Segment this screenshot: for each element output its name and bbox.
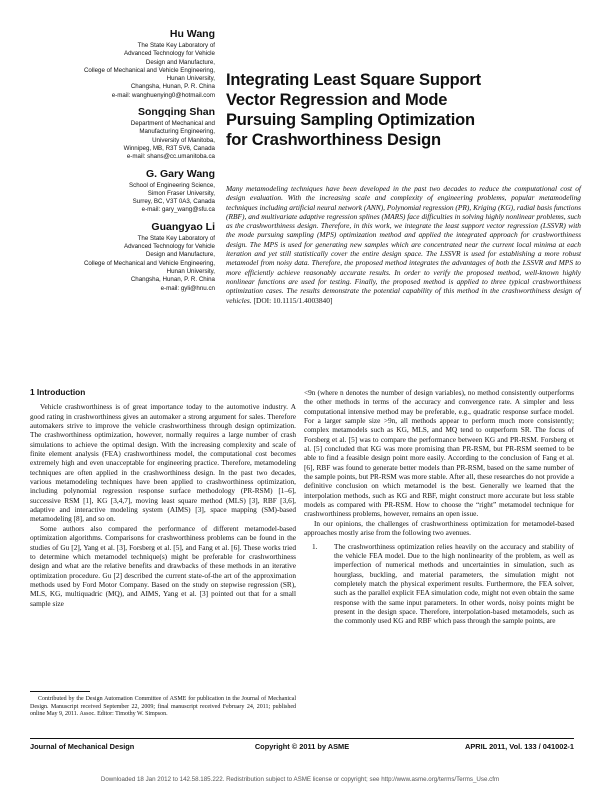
author-block — [30, 28, 215, 299]
author-name: Songqing Shan — [138, 106, 215, 119]
list-text: The crashworthiness optimization relies heavily on the accuracy and stability of the vehicle FEA model. Due to the high nonlinearity of the problem, as well as imperfection of numerical methods and uncertainties in simulation, such as hourglass, buckling, and material parameters, the simulation might not completely match the physical experiment results. Furthermore, the FEA solver, such as the parallel explicit FEA simulation code, might not even obtain the same response with the same input parameters. In other words, noisy points might be present in the design space. Therefore, interpolation-based metamodels, such as the commonly used KG and RBF which pass through the sample points, are — [334, 541, 574, 626]
list-number: 1. — [312, 541, 318, 551]
author-affiliation-line: College of Mechanical and Vehicle Engineering, — [83, 259, 215, 267]
author-affiliation-line: Manufacturing Engineering, — [139, 128, 215, 136]
author-email: e-mail: gyli@hnu.cn — [160, 284, 215, 292]
author-name: G. Gary Wang — [145, 167, 215, 180]
author-affiliation-line: Department of Mechanical and — [130, 120, 215, 128]
author-affiliation-line: Design and Manufacture, — [145, 251, 215, 259]
copyright: Copyright © 2011 by ASME — [254, 742, 350, 751]
footnote-divider — [30, 691, 90, 692]
author-affiliation-line: Winnipeg, MB, R3T 5V6, Canada — [123, 144, 215, 152]
abstract — [226, 184, 581, 305]
author-name: Hu Wang — [169, 28, 215, 40]
author — [30, 221, 215, 293]
section-heading: 1 Introduction — [30, 387, 86, 397]
author-name: Guangyao Li — [151, 220, 215, 233]
author-affiliation-line: The State Key Laboratory of — [137, 42, 215, 49]
footer-divider — [30, 738, 574, 739]
author-affiliation-line: College of Mechanical and Vehicle Engineering, — [83, 66, 215, 74]
list-item — [304, 542, 574, 626]
author-affiliation-line: Changsha, Hunan, P. R. China — [130, 276, 215, 284]
author-affiliation-line: Simon Fraser University, — [147, 189, 215, 197]
author-affiliation-line: Design and Manufacture, — [145, 58, 215, 66]
author-affiliation-line: Advanced Technology for Vehicle — [123, 50, 215, 58]
paper-title — [226, 70, 586, 150]
right-column — [304, 388, 574, 626]
author-affiliation-line: University of Manitoba, — [152, 136, 215, 144]
download-note: Downloaded 18 Jan 2012 to 142.58.185.222. Redistribution subject to ASME license or copyright; see http://www.asme.org/terms/Terms_Use.cfm — [100, 776, 500, 783]
author-affiliation-line: Hunan University, — [166, 267, 215, 275]
doi: [DOI: 10.1115/1.4003840] — [253, 295, 333, 305]
paragraph: Some authors also compared the performance of different metamodel-based optimization algorithms. Comparisons for crashworthiness problems can be found in the studies of Gu [2], Yang et al. [3], Forsberg et al. [5], and Fang et al. [6]. These works tried to determine which metamodel technique(s) might be preferable for crashworthiness design and what are the relative benefits and drawbacks of these methods in an iterative optimization procedure. Gu [2] described the current state-of-the art of the approximation methods used by Ford Motor Company. Based on the study on stepwise regression (SR), MLS, KG, multiquadric (MQ), and AIMS, Yang et al. [3] pointed out that for a small sample size — [30, 523, 296, 608]
title-line: Pursuing Sampling Optimization — [226, 111, 475, 129]
author-affiliation-line: School of Engineering Science, — [129, 181, 215, 189]
paragraph: <9n (where n denotes the number of design variables), no method consistently outperforms the other methods in terms of the accuracy and convergence rate. A simpler and less computational intensive method may be preferable, e.g., quadratic response surface model. For a larger sample size >9n, all methods appear to perform much more consistently; complex metamodels such as KG, MLS, and MQ tend to outperform SR. The focus of Forsberg et al. [5] was to compare the performance between KG and PR-RSM. Forsberg et al. [5] concluded that KG was more promising than PR-RSM, but PR-RSM seemed to be able to find a feasible design point more easily. According to the conclusion of Fang et al. [6], RBF was found to generate better models than PR-RSM, based on the same number of the sample points, but PR-RSM was more stable. After all, these researches do not provide a definitive conclusion on which metamodel is the best. Generally we learned that the interpolation methods, such as KG and RBF, might construct more accurate but less stable models as compared with PR-RSM. How to choose the “right” metamodel technique for crashworthiness problems, however, remains an open issue. — [304, 388, 574, 519]
author-email: e-mail: shans@cc.umanitoba.ca — [126, 153, 215, 161]
title-line: Vector Regression and Mode — [226, 91, 448, 109]
abstract-text: Many metamodeling techniques have been developed in the past two decades to reduce the computational cost of design evaluation. With the increasing scale and complexity of engineering problems, popular metamodeling techniques including artificial neural network (ANN), Polynomial regression (PR), Kriging (KG), radial basis functions (RBF), and multivariate adaptive regression splines (MARS) face difficulties in solving highly nonlinear problems, such as the crashworthiness design. Therefore, in this work, we integrate the least support vector regression (LSSVR) with the mode pursuing sampling (MPS) optimization method and applied the integrated approach for crashworthiness design. The MPS is used for generating new samples which are concentrated near the current local minima at each iteration and yet still statistically cover the entire design space. The LSSVR is used for establishing a more robust metamodel from noisy data. Therefore, the proposed method integrates the advantages of both the LSSVR and MPS to more efficiently achieve reasonably accurate results. In order to verify the proposed method, well-known highly nonlinear functions are used for testing. Finally, the proposed method is applied to three typical crashworthiness optimization cases. The results demonstrate the potential capability of this method in the crashworthiness design of vehicles. — [226, 184, 581, 305]
title-line: for Crashworthiness Design — [226, 131, 441, 149]
paragraph: Vehicle crashworthiness is of great importance today to the automotive industry. A good rating in crashworthiness gives an automaker a strong argument for sales. Therefore automakers strive to improve the vehicle crashworthiness through design optimization. The crashworthiness optimization, however, normally requires a large number of crash simulations to achieve the optimal design. With the increasing complexity and scale of finite element analysis (FEA) crashworthiness model, the computational cost becomes extremely high and even unacceptable for engineering practice. Therefore, metamodeling techniques are often applied in the crashworthiness design. In the past two decades, various metamodeling techniques have been applied to crashworthiness optimization, including polynomial regression response surface methodology (PR-RSM) [1–6], successive RSM [1], KG [3,4,7], moving least square method (MLS) [3], RBF [3,6], adaptive and interactive modeling system (AIMS) [3], space mapping (SM)-based metamodeling [8], and so on. — [30, 402, 296, 524]
author-email: e-mail: gary_wang@sfu.ca — [141, 206, 215, 214]
issue-info: APRIL 2011, Vol. 133 / 041002-1 — [464, 742, 574, 751]
title-line: Integrating Least Square Support — [226, 71, 481, 89]
left-column — [30, 388, 296, 608]
footnote: Contributed by the Design Automation Committee of ASME for publication in the Journal of Mechanical Design. Manuscript received September 22, 2009; final manuscript received February 24, 2011; published online May 9, 2011. Assoc. Editor: Timothy W. Simpson. — [30, 696, 296, 718]
journal-name: Journal of Mechanical Design — [30, 742, 135, 751]
author — [30, 28, 215, 100]
paragraph: In our opinions, the challenges of crashworthiness optimization for metamodel-based approaches mostly arise from the following two avenues. — [304, 518, 574, 538]
author — [30, 106, 215, 161]
author-affiliation-line: The State Key Laboratory of — [137, 234, 215, 242]
author-affiliation-line: Changsha, Hunan, P. R. China — [130, 83, 215, 91]
author-affiliation-line: Advanced Technology for Vehicle — [123, 243, 215, 251]
author-email: e-mail: wanghuenying0@hotmail.com — [111, 91, 215, 99]
author-affiliation-line: Hunan University, — [166, 75, 215, 83]
author — [30, 168, 215, 215]
author-affiliation-line: Surrey, BC, V3T 0A3, Canada — [132, 198, 215, 206]
